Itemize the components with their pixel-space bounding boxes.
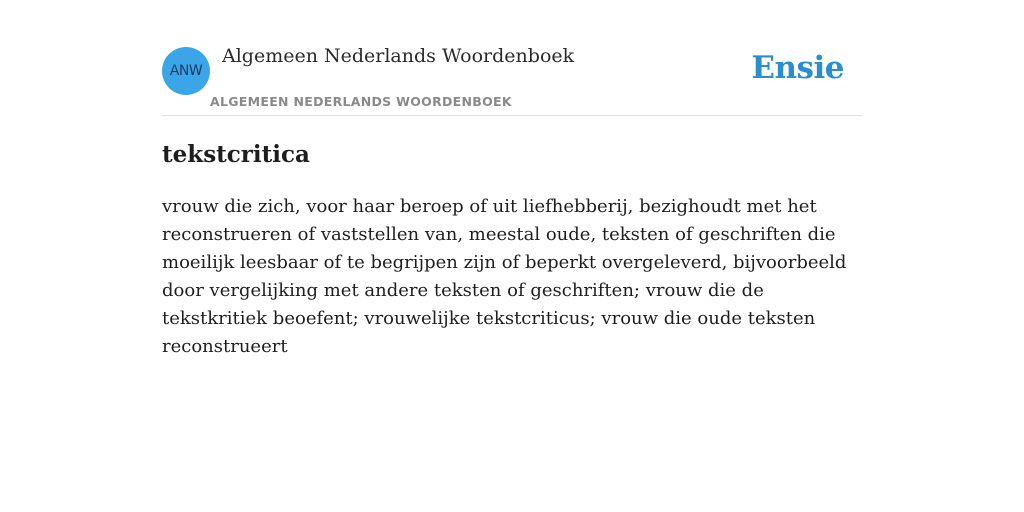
entry-term: tekstcritica (162, 141, 310, 168)
entry-definition: vrouw die zich, voor haar beroep of uit liefhebberij, bezighoudt met het reconstrueren of vaststellen van, meestal oude, teksten of geschriften die moeilijk leesbaar of te begrijpen zijn of beperkt overgeleverd, bijvoorbeeld door vergelijking met andere teksten of geschriften; vrouw die de tekstkritiek beoefent; vrouwelijke tekstcriticus; vrouw die oude teksten reconstrueert (162, 196, 847, 357)
entry-card (162, 0, 862, 361)
dictionary-subtitle: ALGEMEEN NEDERLANDS WOORDENBOEK (210, 94, 512, 109)
ensie-brand-logo[interactable]: Ensie (751, 50, 844, 86)
dictionary-name[interactable]: Algemeen Nederlands Woordenboek (222, 45, 575, 67)
entry-header (162, 0, 862, 116)
anw-logo[interactable]: ANW (162, 47, 210, 95)
